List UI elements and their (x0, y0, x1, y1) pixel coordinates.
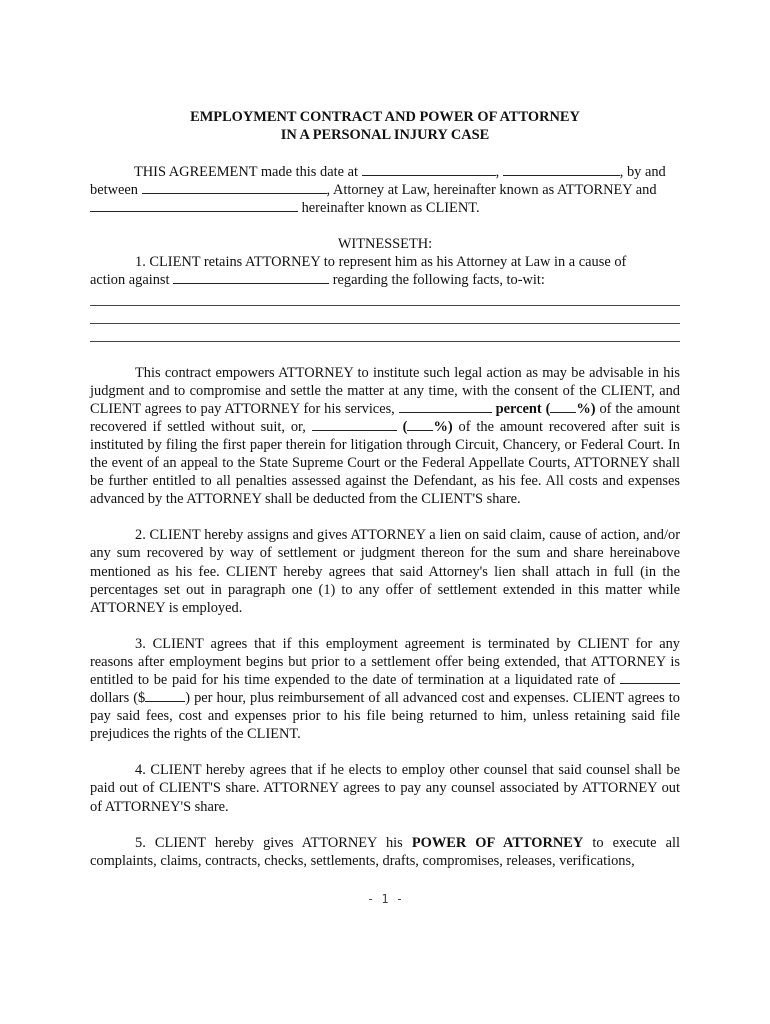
suit-percent-number-blank (407, 418, 433, 431)
attorney-name-blank (142, 181, 327, 194)
paragraph-2: 2. CLIENT hereby assigns and gives ATTORNEY a lien on said claim, cause of action, and/or any sum recovered by way of settlement or judgment thereon for the sum and share hereinabove mentioned as his fee. CLIENT hereby agrees that said Attorney's lien shall attach in full (in the percentages set out in paragraph one (1) to any offer of settlement extended in this matter while ATTORNEY is employed. (90, 527, 680, 616)
document-title (90, 108, 680, 144)
agreement-paragraph: THIS AGREEMENT made this date at , , by and (134, 164, 666, 180)
agreement-line-3: hereinafter known as CLIENT. (90, 199, 680, 217)
title-line-2: IN A PERSONAL INJURY CASE (280, 127, 490, 143)
paragraph-1-line-2: action against regarding the following facts, to-wit: (90, 272, 545, 289)
witnesseth-heading: WITNESSETH: (337, 236, 433, 253)
rate-amount-blank (145, 689, 185, 702)
date-blank (503, 163, 620, 176)
contract-paragraph: This contract empowers ATTORNEY to institute such legal action as may be advisable in his judgment and to compromise and settle the matter at any time, with the consent of the CLIENT, and CLIENT agrees to pay ATTORNEY for his services, percent ( %) of the amount recovered if settled without suit, or, ( %) of the amount recovered after suit is instituted by filing the first paper therein for litigation through Circuit, Chancery, or Federal Court. In the event of an appeal to the State Supreme Court or the Federal Appellate Courts, ATTORNEY shall be further entitled to all penalties assessed against the Defendant, as his fee. All costs and expenses advanced by the ATTORNEY shall be deducted from the CLIENT'S share. (90, 364, 681, 508)
paragraph-5: 5. CLIENT hereby gives ATTORNEY his POWER OF ATTORNEY to execute all complaints, claims, contracts, checks, settlements, drafts, compromises, releases, verifications, (90, 834, 680, 869)
agreement-line-2: between , Attorney at Law, hereinafter known as ATTORNEY and (90, 182, 657, 199)
rate-words-blank (620, 671, 680, 684)
client-name-blank (90, 199, 298, 212)
percent-words-blank (399, 400, 492, 413)
defendant-blank (173, 271, 329, 284)
location-blank (362, 163, 496, 176)
paragraph-3: 3. CLIENT agrees that if this employment agreement is terminated by CLIENT for any reasons after employment begins but prior to a settlement offer being extended, that ATTORNEY is entitled to be paid for his time expended to the date of termination at a liquidated rate of dollars ($ ) per hour, plus reimbursement of all advanced cost and expenses. CLIENT agrees to pay said fees, cost and expenses prior to his file being returned to him, unless retaining said file prejudices the rights of the CLIENT. (90, 635, 680, 743)
title-line-1: EMPLOYMENT CONTRACT AND POWER OF ATTORNEY (190, 109, 580, 125)
document-page (90, 108, 680, 870)
page-number: - 1 - (366, 892, 404, 906)
suit-percent-words-blank (312, 418, 397, 431)
percent-number-blank (550, 400, 576, 413)
paragraph-1-line-1: 1. CLIENT retains ATTORNEY to represent him as his Attorney at Law in a cause of (135, 254, 627, 271)
paragraph-4: 4. CLIENT hereby agrees that if he elects to employ other counsel that said counsel shall be paid out of CLIENT'S share. ATTORNEY agrees to pay any counsel associated by ATTORNEY out of ATTORNEY'S share. (90, 762, 680, 815)
